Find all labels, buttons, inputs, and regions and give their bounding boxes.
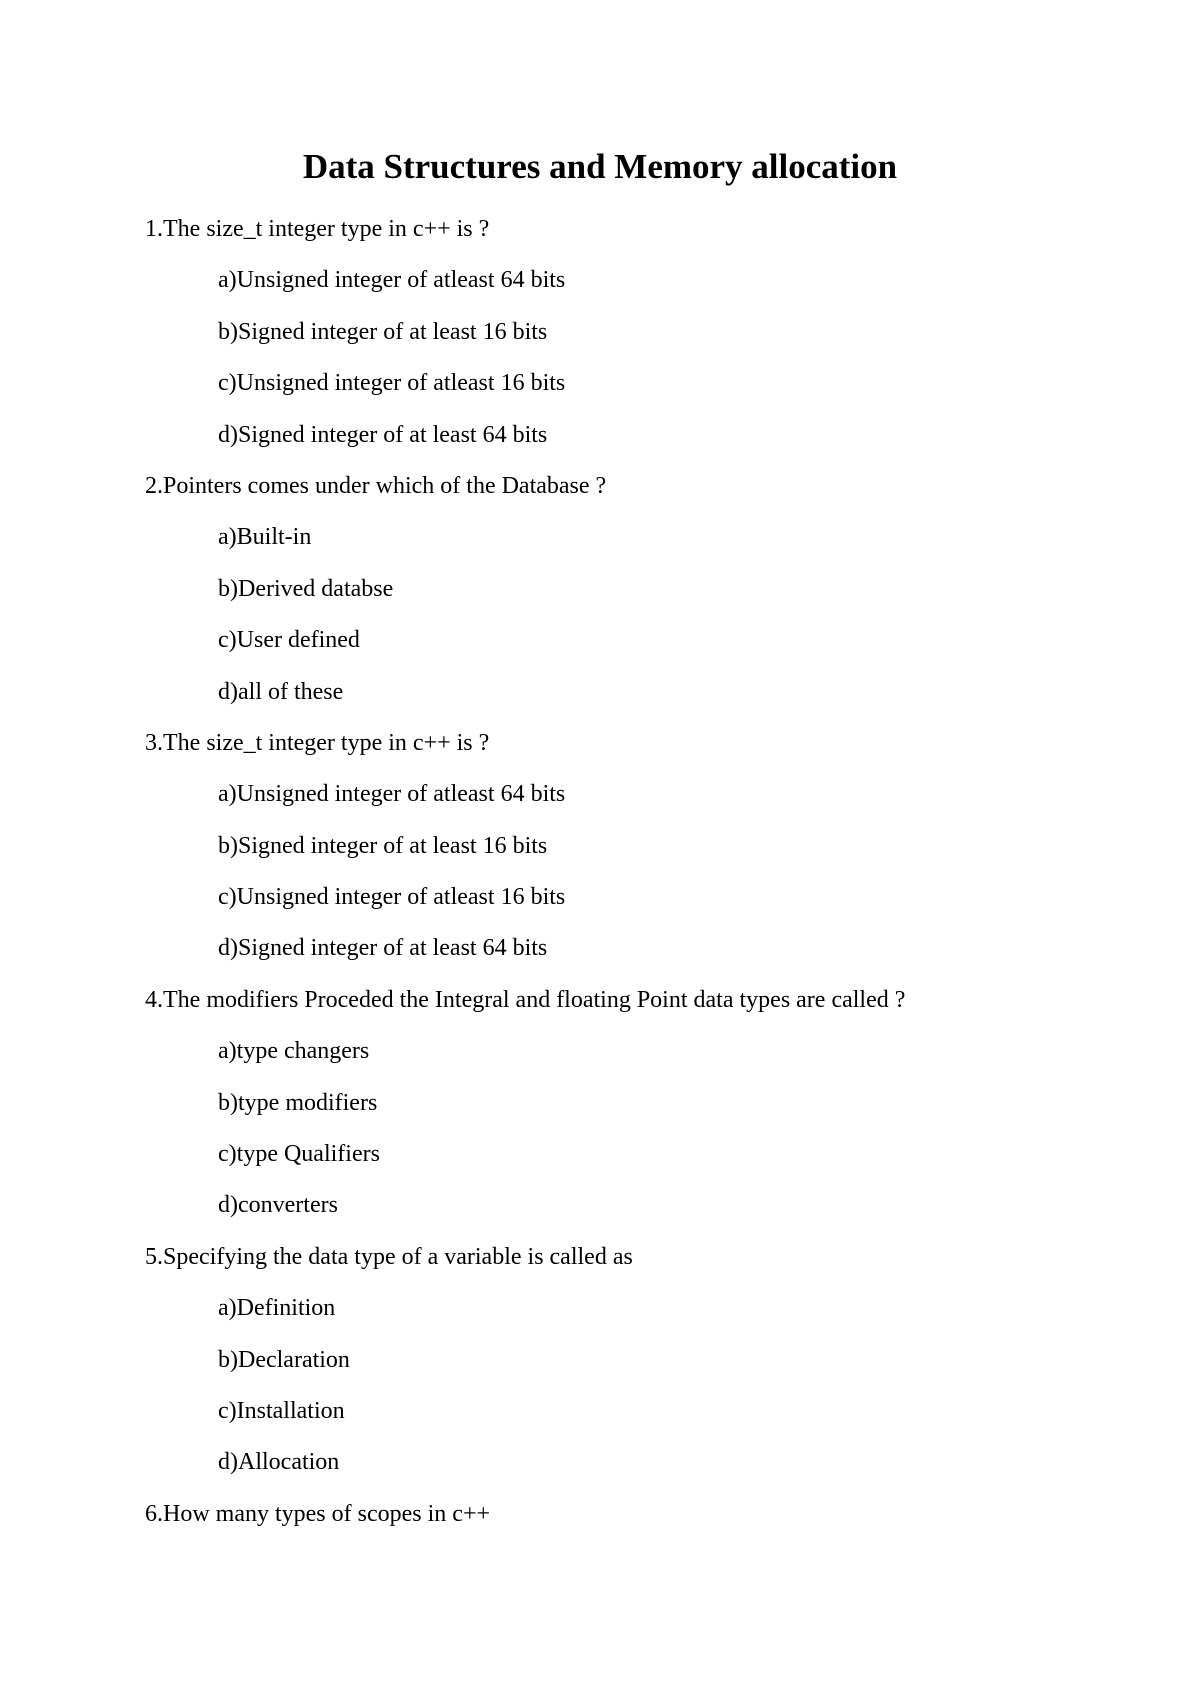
question-1: 1.The size_t integer type in c++ is ? — [145, 216, 490, 242]
q4-option-c: c)type Qualifiers — [218, 1141, 380, 1168]
q1-option-a: a)Unsigned integer of atleast 64 bits — [218, 267, 566, 294]
question-3: 3.The size_t integer type in c++ is ? — [145, 729, 490, 756]
q2-option-a: a)Built-in — [218, 524, 312, 551]
q1-option-d: d)Signed integer of at least 64 bits — [218, 421, 548, 448]
q4-option-d: d)converters — [218, 1192, 338, 1219]
question-6: 6.How many types of scopes in c++ — [145, 1500, 491, 1527]
question-2: 2.Pointers comes under which of the Database ? — [145, 472, 607, 499]
q3-option-a: a)Unsigned integer of atleast 64 bits — [218, 781, 566, 808]
q5-option-d: d)Allocation — [218, 1449, 340, 1476]
q3-option-b: b)Signed integer of at least 16 bits — [218, 832, 548, 859]
q5-option-a: a)Definition — [218, 1295, 336, 1322]
q4-option-b: b)type modifiers — [218, 1089, 378, 1116]
q2-option-d: d)all of these — [218, 678, 344, 705]
q5-option-c: c)Installation — [218, 1397, 345, 1424]
q4-option-a: a)type changers — [218, 1038, 370, 1065]
q3-option-c: c)Unsigned integer of atleast 16 bits — [218, 884, 566, 911]
question-4: 4.The modifiers Proceded the Integral and floating Point data types are called ? — [145, 986, 906, 1013]
q2-option-c: c)User defined — [218, 627, 360, 654]
q1-option-b: b)Signed integer of at least 16 bits — [218, 318, 548, 345]
question-list — [145, 204, 1145, 1540]
q3-option-d: d)Signed integer of at least 64 bits — [218, 935, 548, 962]
q2-option-b: b)Derived databse — [218, 575, 394, 602]
q1-option-c: c)Unsigned integer of atleast 16 bits — [218, 370, 566, 397]
question-5: 5.Specifying the data type of a variable is called as — [145, 1243, 633, 1270]
document-title: Data Structures and Memory allocation — [302, 147, 898, 186]
q5-option-b: b)Declaration — [218, 1346, 350, 1373]
